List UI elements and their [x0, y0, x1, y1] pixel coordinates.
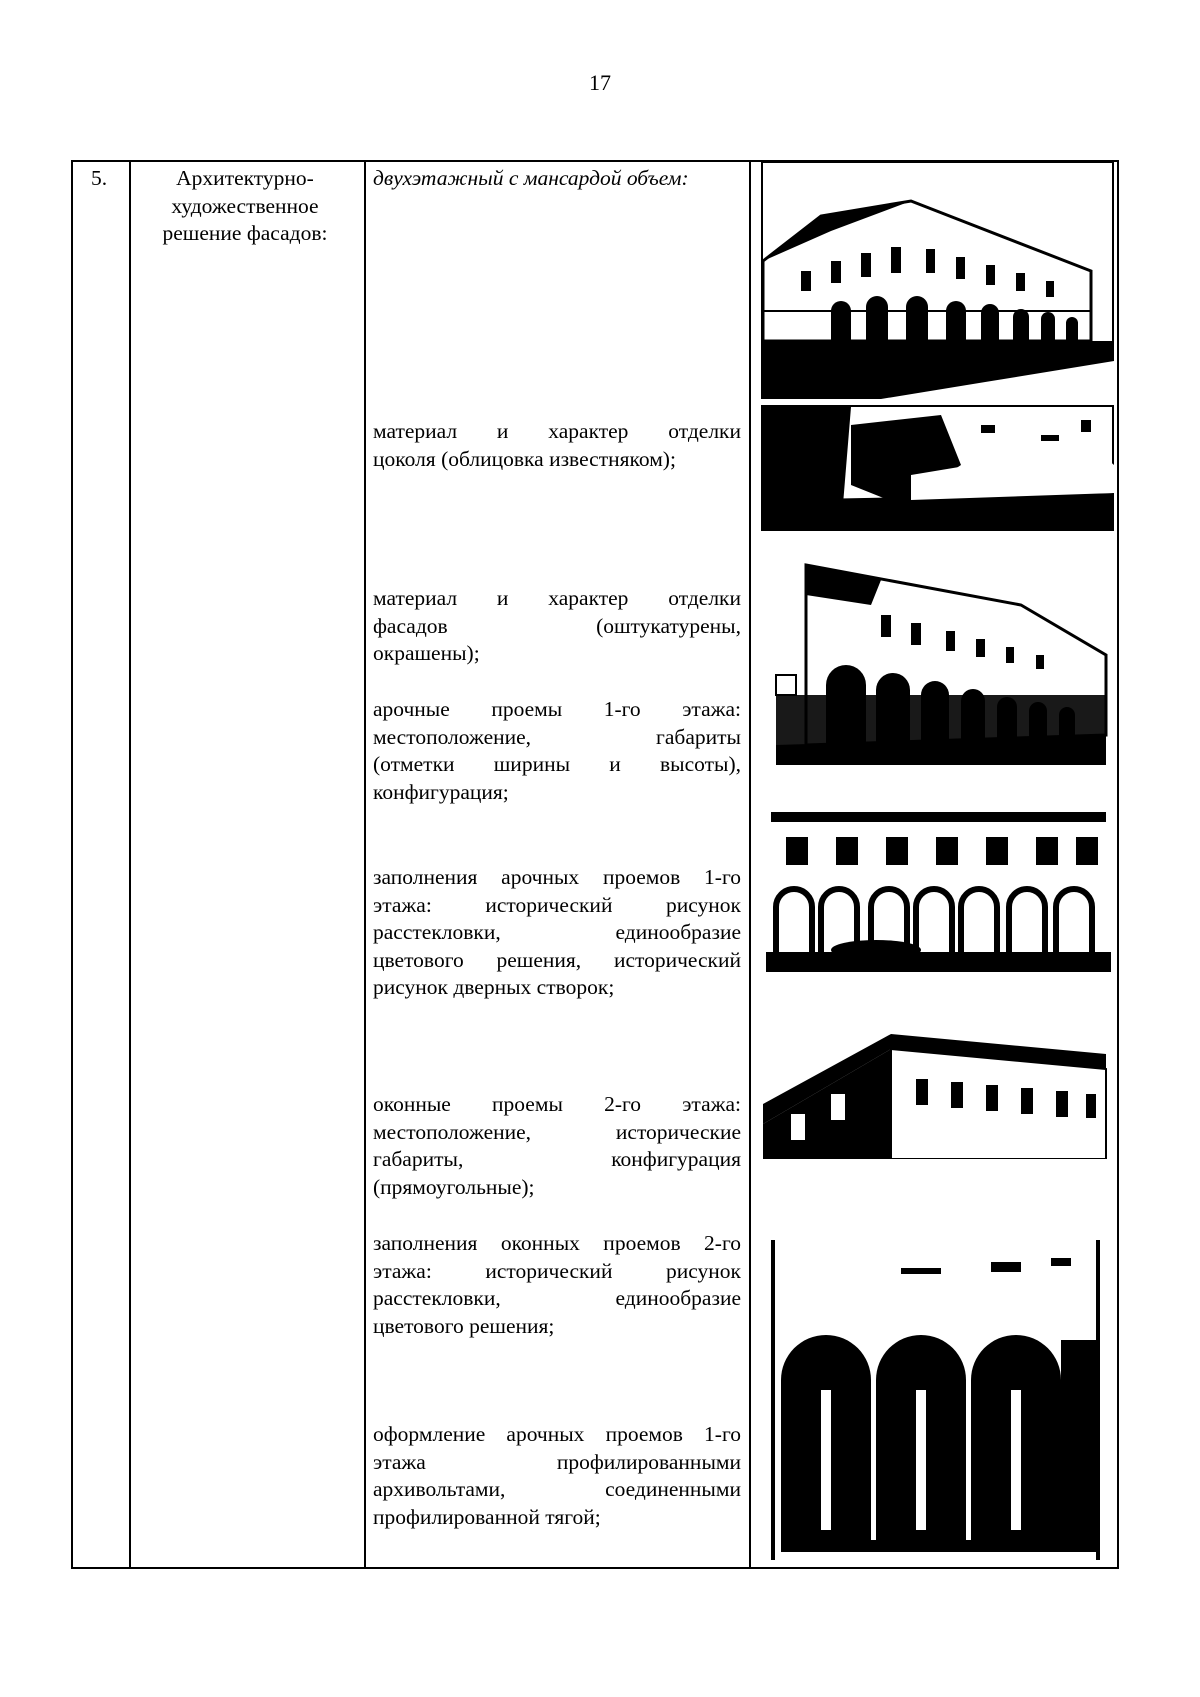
item-text: оформление арочных проемов 1-го этажа профилированными архивольтами, соединенными профилированной тягой; — [373, 1422, 741, 1529]
column-divider — [364, 162, 366, 1567]
arches-closeup-photo — [761, 1240, 1114, 1565]
item-text: материал и характер отделки фасадов (оштукатурены, окрашены); — [373, 586, 741, 665]
column-divider — [129, 162, 131, 1567]
facade-perspective-photo — [761, 545, 1114, 765]
row-number: 5. — [91, 166, 108, 190]
page-number: 17 — [589, 70, 611, 95]
item-text: арочные проемы 1-го этажа: местоположение, габариты (отметки ширины и высоты), конфигурация; — [373, 697, 741, 804]
plinth-photo — [761, 405, 1114, 531]
item-text: оконные проемы 2-го этажа: местоположение, исторические габариты, конфигурация (прямоугольные); — [373, 1092, 741, 1199]
table-row — [71, 160, 1119, 1569]
item-text: материал и характер отделки цоколя (облицовка известняком); — [373, 419, 741, 471]
item-text: заполнения оконных проемов 2-го этажа: исторический рисунок расстекловки, единообразие цветового решения; — [373, 1231, 741, 1338]
upper-windows-photo — [761, 1024, 1114, 1159]
row-title: Архитектурно-художественное решение фасадов: — [162, 166, 328, 245]
column-divider — [749, 162, 751, 1567]
arched-openings-photo — [761, 792, 1114, 972]
building-corner-photo — [761, 161, 1114, 399]
item-text: заполнения арочных проемов 1-го этажа: исторический рисунок расстекловки, единообразие цветового решения, исторический рисунок дверных створок; — [373, 865, 741, 999]
item-text: двухэтажный с мансардой объем: — [373, 166, 689, 190]
